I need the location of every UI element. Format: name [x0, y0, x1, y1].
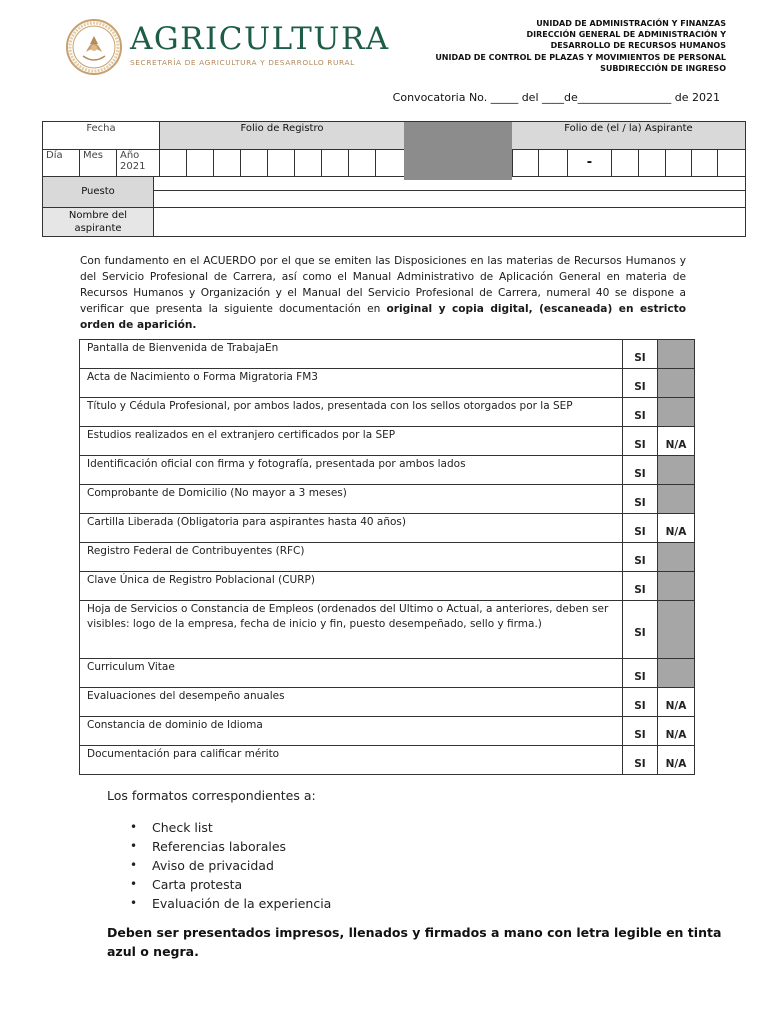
folio-registro-label: Folio de Registro	[160, 122, 404, 149]
brand-subtitle: SECRETARÍA DE AGRICULTURA Y DESARROLLO RURAL	[130, 58, 355, 67]
si-cell[interactable]: SI	[623, 427, 658, 456]
doc-name: Documentación para calificar mérito	[80, 746, 623, 775]
brand-title: AGRICULTURA	[130, 21, 390, 57]
si-cell[interactable]: SI	[623, 369, 658, 398]
folio-registro-box[interactable]	[214, 149, 241, 176]
anio-label: Año	[120, 150, 140, 161]
table-row	[80, 572, 695, 601]
si-cell[interactable]: SI	[623, 456, 658, 485]
final-note: Deben ser presentados impresos, llenados y firmados a mano con letra legible en tinta azul o negra.	[107, 925, 722, 959]
na-cell	[658, 369, 695, 398]
fecha-label: Fecha	[43, 122, 160, 149]
convocatoria-line: Convocatoria No. _____ del ____de_________________ de 2021	[392, 91, 720, 104]
agricultura-seal-logo	[66, 18, 122, 76]
folio-separator-block	[404, 122, 512, 180]
folio-aspirante-label: Folio de (el / la) Aspirante	[512, 122, 745, 149]
anio-value: 2021	[120, 161, 146, 172]
doc-name: Título y Cédula Profesional, por ambos lados, presentada con los sellos otorgados por la SEP	[80, 398, 623, 427]
na-cell[interactable]: N/A	[658, 514, 695, 543]
table-row	[80, 456, 695, 485]
na-cell	[658, 543, 695, 572]
si-cell[interactable]: SI	[623, 746, 658, 775]
doc-name: Hoja de Servicios o Constancia de Empleos (ordenados del Ultimo o Actual, a anteriores, deben ser visibles: logo de la empresa, fecha de inicio y fin, puesto desempeñado, sello y firma.)	[80, 601, 623, 659]
na-cell	[658, 456, 695, 485]
folio-aspirante-box[interactable]	[612, 149, 639, 176]
bullet-icon: •	[130, 839, 138, 853]
folio-registro-box[interactable]	[295, 149, 322, 176]
nombre-field[interactable]	[154, 208, 745, 236]
dia-cell[interactable]: Día	[43, 149, 80, 176]
formats-intro: Los formatos correspondientes a:	[107, 788, 316, 803]
table-row	[80, 427, 695, 456]
table-row	[80, 659, 695, 688]
table-row	[80, 543, 695, 572]
intro-text: Con fundamento en el ACUERDO por el que se emiten las Disposiciones en las materias de Recursos Humanos y del Servicio Profesional de Carrera, así como el Manual Administrativo de Aplicación General en materia de Recursos Humanos y Organización y el Manual del Servicio Profesional de Carrera, numeral 40 se dispone a verificar que presenta la siguiente documentación en	[80, 255, 686, 315]
na-cell[interactable]: N/A	[658, 427, 695, 456]
document-checklist	[79, 339, 695, 775]
nombre-label-line: Nombre del	[68, 210, 128, 221]
si-cell[interactable]: SI	[623, 688, 658, 717]
na-cell[interactable]: N/A	[658, 688, 695, 717]
list-item: • Check list	[130, 820, 213, 835]
intro-bold-text: original y copia digital, (escaneada) en estricto orden de aparición.	[80, 303, 686, 331]
table-row	[80, 746, 695, 775]
na-cell	[658, 659, 695, 688]
list-item: • Aviso de privacidad	[130, 858, 274, 873]
doc-name: Comprobante de Domicilio (No mayor a 3 meses)	[80, 485, 623, 514]
brand	[130, 22, 390, 67]
folio-aspirante-box[interactable]	[692, 149, 718, 176]
na-cell	[658, 601, 695, 659]
folio-aspirante-box[interactable]	[718, 149, 745, 176]
na-cell	[658, 398, 695, 427]
list-item: • Carta protesta	[130, 877, 243, 892]
formats-list	[130, 818, 331, 913]
puesto-label: Puesto	[43, 177, 154, 207]
mes-cell[interactable]: Mes	[80, 149, 117, 176]
list-item: • Evaluación de la experiencia	[130, 896, 332, 911]
unit-line: UNIDAD DE ADMINISTRACIÓN Y FINANZAS	[536, 19, 726, 28]
intro-paragraph	[80, 253, 686, 333]
si-cell[interactable]: SI	[623, 514, 658, 543]
doc-name: Identificación oficial con firma y fotografía, presentada por ambos lados	[80, 456, 623, 485]
table-row	[80, 398, 695, 427]
list-item: • Referencias laborales	[130, 839, 287, 854]
bullet-icon: •	[130, 820, 138, 834]
folio-aspirante-box[interactable]	[639, 149, 666, 176]
table-row	[80, 688, 695, 717]
si-cell[interactable]: SI	[623, 659, 658, 688]
puesto-field[interactable]	[154, 177, 745, 207]
bullet-icon: •	[130, 877, 138, 891]
folio-registro-box[interactable]	[349, 149, 376, 176]
folio-registro-box[interactable]	[322, 149, 349, 176]
folio-registro-box[interactable]	[268, 149, 295, 176]
folio-aspirante-box[interactable]	[539, 149, 568, 176]
si-cell[interactable]: SI	[623, 398, 658, 427]
folio-registro-box[interactable]	[160, 149, 187, 176]
si-cell[interactable]: SI	[623, 717, 658, 746]
doc-name: Registro Federal de Contribuyentes (RFC)	[80, 543, 623, 572]
folio-registro-box[interactable]	[187, 149, 214, 176]
table-row	[80, 601, 695, 659]
nombre-label	[43, 208, 154, 236]
na-cell[interactable]: N/A	[658, 746, 695, 775]
na-cell	[658, 572, 695, 601]
bullet-icon: •	[130, 858, 138, 872]
doc-name: Cartilla Liberada (Obligatoria para aspirantes hasta 40 años)	[80, 514, 623, 543]
doc-name: Pantalla de Bienvenida de TrabajaEn	[80, 340, 623, 369]
si-cell[interactable]: SI	[623, 485, 658, 514]
si-cell[interactable]: SI	[623, 340, 658, 369]
si-cell[interactable]: SI	[623, 601, 658, 659]
doc-name: Curriculum Vitae	[80, 659, 623, 688]
na-cell[interactable]: N/A	[658, 717, 695, 746]
table-row	[80, 369, 695, 398]
unit-line: SUBDIRECCIÓN DE INGRESO	[600, 63, 726, 73]
table-row	[80, 485, 695, 514]
doc-name: Estudios realizados en el extranjero certificados por la SEP	[80, 427, 623, 456]
na-cell	[658, 340, 695, 369]
table-row	[80, 717, 695, 746]
anio-cell[interactable]	[117, 149, 160, 176]
doc-name: Acta de Nacimiento o Forma Migratoria FM3	[80, 369, 623, 398]
nombre-label-line: aspirante	[74, 223, 122, 234]
bullet-icon: •	[130, 896, 138, 910]
unit-line: UNIDAD DE CONTROL DE PLAZAS Y MOVIMIENTOS DE PERSONAL	[435, 52, 726, 62]
doc-name: Clave Única de Registro Poblacional (CURP)	[80, 572, 623, 601]
table-row	[80, 514, 695, 543]
table-row	[80, 340, 695, 369]
folio-registro-box[interactable]	[241, 149, 268, 176]
unit-line: DESARROLLO DE RECURSOS HUMANOS	[550, 41, 726, 51]
registration-table	[42, 121, 746, 237]
folio-aspirante-dash: -	[568, 149, 612, 176]
doc-name: Evaluaciones del desempeño anuales	[80, 688, 623, 717]
unit-line: DIRECCIÓN GENERAL DE ADMINISTRACIÓN Y	[526, 30, 726, 40]
doc-name: Constancia de dominio de Idioma	[80, 717, 623, 746]
si-cell[interactable]: SI	[623, 543, 658, 572]
na-cell	[658, 485, 695, 514]
administrative-units	[386, 18, 726, 74]
folio-registro-box[interactable]	[376, 149, 404, 176]
folio-aspirante-box[interactable]	[512, 149, 539, 176]
folio-aspirante-box[interactable]	[666, 149, 692, 176]
si-cell[interactable]: SI	[623, 572, 658, 601]
